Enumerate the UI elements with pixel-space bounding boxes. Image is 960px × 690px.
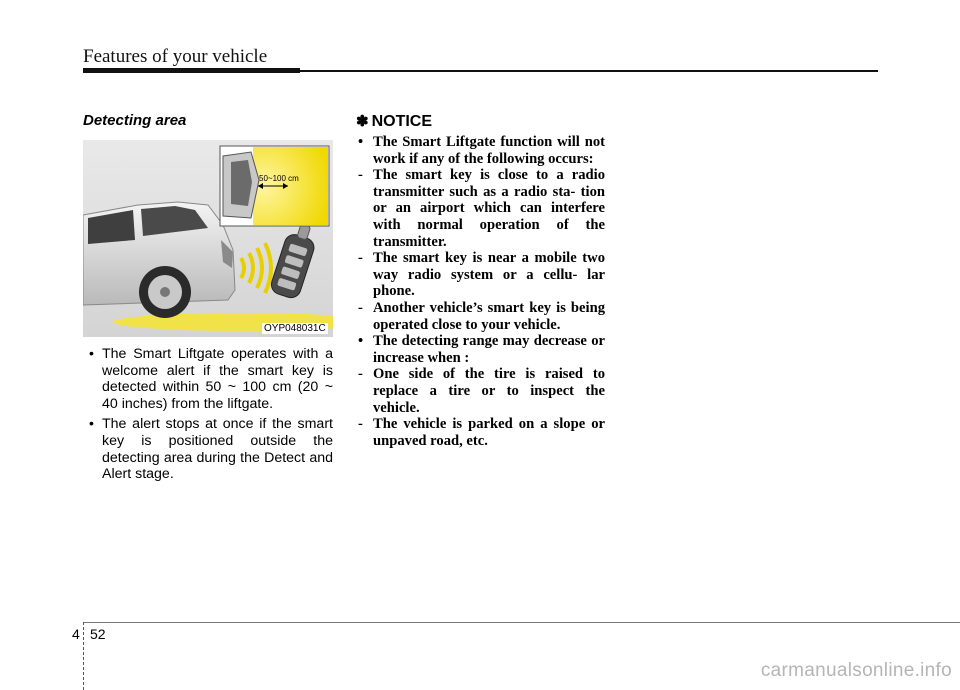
bullet-mark: • (358, 333, 364, 350)
notice-subitem: - The smart key is close to a radio transmitter such as a radio sta- tion or an airport which can interfere with normal operation of the transmitter. (358, 167, 605, 250)
detecting-area-illustration (83, 140, 333, 337)
page-number: 52 (90, 626, 106, 642)
notice-heading: ✽ NOTICE (356, 113, 433, 130)
notice-item: • The detecting range may decrease or increase when : (358, 333, 605, 366)
notice-subitem: - Another vehicle’s smart key is being operated close to your vehicle. (358, 299, 605, 333)
page-header-title: Features of your vehicle (83, 46, 268, 67)
watermark: carmanualsonline.info (760, 660, 952, 681)
footer-divider (83, 622, 85, 690)
notice-subitem: - One side of the tire is raised to replace a tire or to inspect the vehicle. (358, 366, 605, 416)
detecting-area-heading: Detecting area (83, 112, 187, 129)
detecting-area-bullets (83, 346, 333, 487)
figure-code: OYP048031C (264, 323, 326, 334)
notice-star-icon: ✽ (356, 113, 369, 130)
inset-distance-label: 50~100 cm (259, 174, 299, 183)
bullet-mark: • (358, 134, 364, 150)
header-rule-thick (83, 68, 300, 73)
bullet-mark: • (89, 346, 94, 362)
notice-body (356, 134, 605, 449)
list-item: • The alert stops at once if the smart key is positioned outside the detecting area during the Detect and Alert stage. (89, 416, 333, 483)
notice-subitem: - The smart key is near a mobile two way radio system or a cellu- lar phone. (358, 250, 605, 300)
chapter-number: 4 (72, 626, 80, 642)
header-rule-thin (300, 70, 878, 72)
footer-rule (83, 622, 960, 623)
bullet-mark: • (89, 416, 94, 433)
notice-subitem: - The vehicle is parked on a slope or unpaved road, etc. (358, 416, 605, 449)
notice-item: • The Smart Liftgate function will not work if any of the following occurs: (358, 134, 605, 167)
list-item: • The Smart Liftgate operates with a welcome alert if the smart key is detected within 50 ~ 100 cm (20 ~ 40 inches) from the liftgate. (89, 346, 333, 412)
